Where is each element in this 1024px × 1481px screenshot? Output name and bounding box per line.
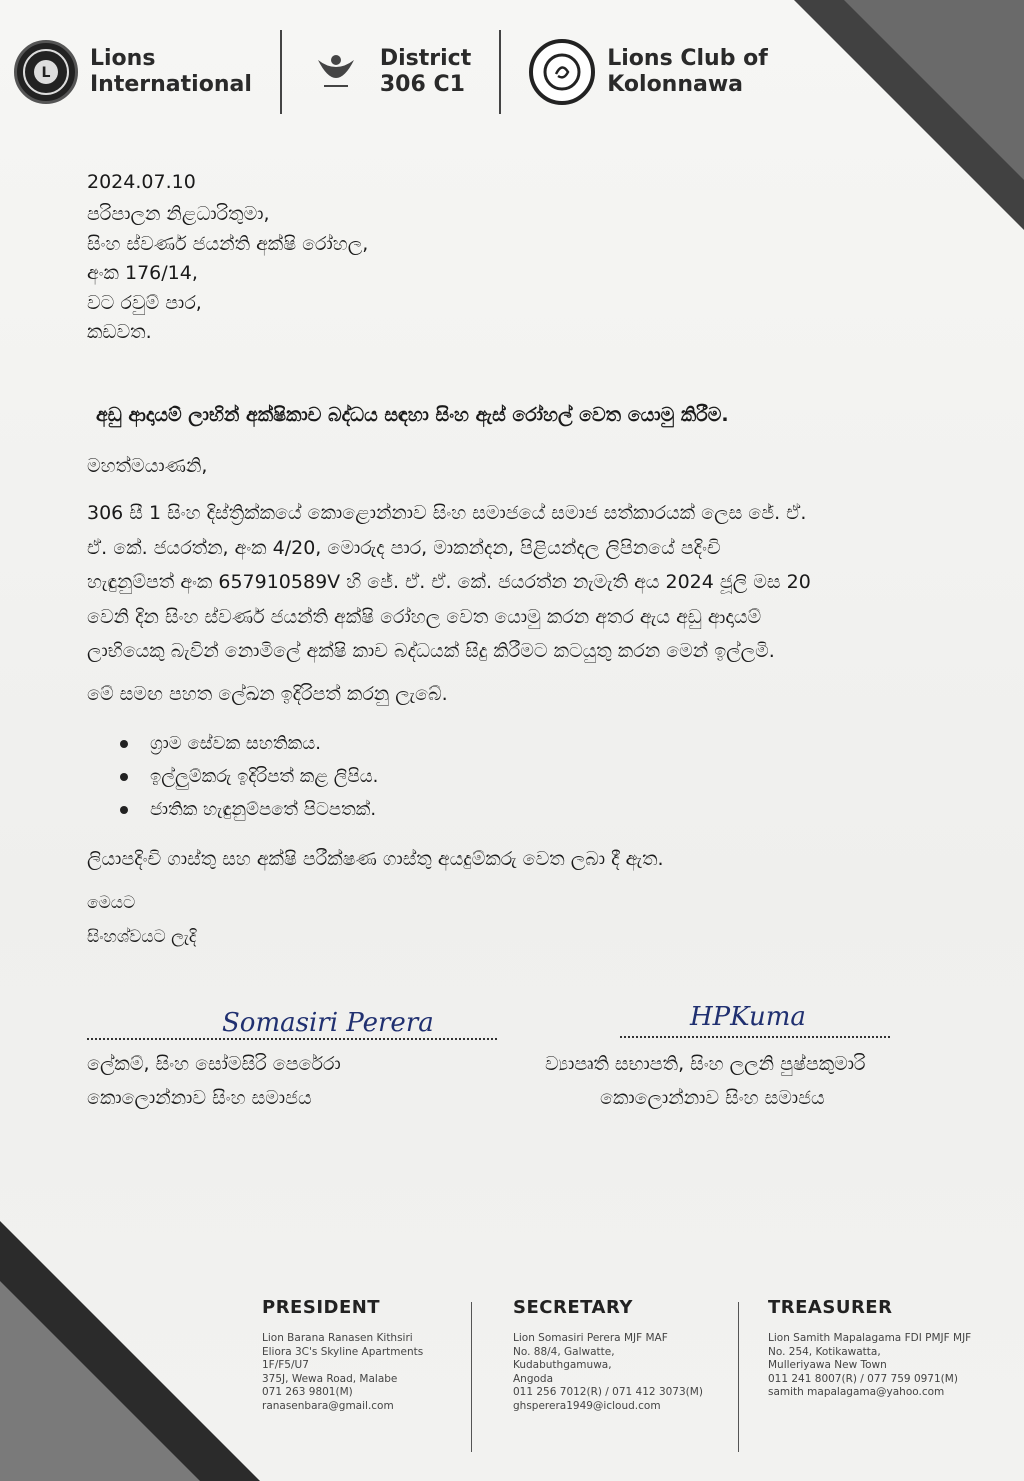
footer-divider bbox=[471, 1302, 472, 1452]
corner-decoration-top-right-inner bbox=[844, 0, 1024, 180]
list-item-text: ජාතික හැඳුනුම්පතේ පිටපතක්. bbox=[150, 799, 377, 820]
footer-line: Mulleriyawa New Town bbox=[768, 1359, 887, 1371]
lions-international-text: Lions International bbox=[90, 46, 252, 97]
body-line: ලාභියෙකු බැවින් නොමිලේ අක්ෂි කාච බද්ධයක් සිදු කිරීමට කටයුතු කරන මෙන් ඉල්ලමි. bbox=[87, 640, 775, 662]
list-item-text: ග්‍රාම සේවක සහතිකය. bbox=[150, 733, 321, 754]
enclosure-list bbox=[120, 727, 378, 826]
address-line: අංක 176/14, bbox=[87, 262, 198, 284]
enclosure-intro: මේ සමඟ පහත ලේඛන ඉදිරිපත් කරනු ලැබේ. bbox=[87, 683, 448, 705]
address-line: පරිපාලන නිළධාරිතුමා, bbox=[87, 203, 270, 225]
footer-line: Angoda bbox=[513, 1372, 554, 1385]
bullet-icon bbox=[120, 806, 128, 814]
signatory-club: කොලොන්නාව සිංහ සමාජය bbox=[87, 1087, 312, 1109]
club-logo-icon bbox=[529, 39, 595, 105]
footer-line: Eliora 3C's Skyline Apartments bbox=[262, 1345, 424, 1358]
list-item bbox=[120, 727, 378, 760]
closing-line: මෙයට bbox=[87, 893, 136, 913]
list-item bbox=[120, 760, 378, 793]
letterhead bbox=[14, 22, 768, 122]
club-block bbox=[529, 39, 768, 105]
right-signatory bbox=[545, 1048, 866, 1114]
letter-body bbox=[87, 496, 947, 669]
letter-subject: අඩු ආදායම් ලාභින් අක්ෂිකාච බද්ධය සඳහා සිංහ ඇස් රෝහල් වෙත යොමු කිරීම. bbox=[96, 404, 729, 426]
club-text: Lions Club of Kolonnawa bbox=[607, 46, 768, 97]
body-line: හැඳුනුම්පත් අංක 657910589V හි ජේ. ඒ. ඒ. කේ. ජයරත්න නැමැති අය 2024 ජූලි මස 20 bbox=[87, 571, 811, 593]
list-item-text: ඉල්ලුම්කරු ඉදිරිපත් කළ ලිපිය. bbox=[150, 766, 379, 787]
address-line: වට රවුම් පාර, bbox=[87, 291, 202, 314]
signatory-club: කොලොන්නාව සිංහ සමාජය bbox=[600, 1087, 825, 1109]
footer-line: 011 241 8007(R) / 077 759 0971(M) bbox=[768, 1372, 958, 1385]
body-line: වෙනි දින සිංහ ස්වණර් ජයන්ති අක්ෂි රෝහල වෙත යොමු කරන අතර ඇය අඩු ආදායම් bbox=[87, 605, 762, 628]
body-line: ඒ. කේ. ජයරත්න, අංක 4/20, මොරුද පාර, මාකන්දන, පිළියන්දල ලිපිනයේ පදිංචි bbox=[87, 536, 721, 559]
address-line: සිංහ ස්වර්ණ ජයන්ති අක්ෂි රෝහල, bbox=[87, 232, 369, 255]
svg-text:L: L bbox=[41, 65, 51, 81]
footer-line: ghsperera1949@icloud.com bbox=[513, 1399, 661, 1412]
footer-line: Kudabuthgamuwa, bbox=[513, 1359, 612, 1371]
footer-heading: PRESIDENT bbox=[262, 1297, 381, 1318]
footer-line: 011 256 7012(R) / 071 412 3073(M) bbox=[513, 1386, 703, 1398]
footer-line: 071 263 9801(M) bbox=[262, 1386, 353, 1398]
list-item bbox=[120, 793, 378, 826]
footer-line: Lion Barana Ranasen Kithsiri bbox=[262, 1332, 413, 1344]
closing-line: සිංහශ්වයට ලැදි bbox=[87, 927, 197, 947]
signatory-title: ලේකම්, සිංහ සෝමසිරි පෙරේරා bbox=[87, 1053, 341, 1075]
footer-heading: SECRETARY bbox=[513, 1297, 633, 1318]
left-signature: Somasiri Perera bbox=[222, 1008, 434, 1038]
footer-secretary bbox=[513, 1297, 703, 1413]
footer-line: Lion Samith Mapalagama FDI PMJF MJF bbox=[768, 1332, 972, 1344]
left-signature-line bbox=[87, 1038, 497, 1040]
corner-decoration-bottom-left-inner bbox=[0, 1281, 200, 1481]
footer-line: samith mapalagama@yahoo.com bbox=[768, 1386, 945, 1398]
left-signatory bbox=[87, 1048, 341, 1114]
lions-international-logo-icon bbox=[14, 40, 78, 104]
district-emblem-icon bbox=[310, 46, 362, 98]
footer-line: 375J, Wewa Road, Malabe bbox=[262, 1372, 398, 1385]
footer-line: No. 88/4, Galwatte, bbox=[513, 1345, 615, 1358]
lions-international-block bbox=[14, 40, 252, 104]
fees-note: ලියාපදිංචි ගාස්තු සහ අක්ෂි පරීක්ෂණ ගාස්තු අයදුම්කරු වෙත ලබා දී ඇත. bbox=[87, 848, 664, 870]
footer-line: Lion Somasiri Perera MJF MAF bbox=[513, 1332, 668, 1344]
footer-divider bbox=[738, 1302, 739, 1452]
district-block bbox=[310, 46, 471, 98]
recipient-address bbox=[87, 200, 368, 348]
right-signature: HPKuma bbox=[690, 1002, 806, 1032]
footer-line: ranasenbara@gmail.com bbox=[262, 1399, 394, 1412]
header-divider bbox=[499, 30, 501, 114]
salutation: මහත්මයාණනි, bbox=[87, 455, 208, 477]
footer-treasurer bbox=[768, 1297, 971, 1400]
letter-date: 2024.07.10 bbox=[87, 171, 196, 193]
bullet-icon bbox=[120, 740, 128, 748]
bullet-icon bbox=[120, 773, 128, 781]
footer-heading: TREASURER bbox=[768, 1297, 893, 1318]
district-text: District 306 C1 bbox=[379, 46, 472, 97]
address-line: කඩවත. bbox=[87, 321, 152, 343]
right-signature-line bbox=[620, 1036, 890, 1038]
body-line: 306 සී 1 සිංහ දිස්ත්‍රික්කයේ කොළොන්නාව සිංහ සමාජයේ සමාජ සත්කාරයක් ලෙස ජේ. ඒ. bbox=[87, 502, 807, 524]
footer-president bbox=[262, 1297, 423, 1413]
signatory-title: ව්‍යාපෘති සභාපති, සිංහ ලලනි පුෂ්පකුමාරි bbox=[545, 1053, 866, 1075]
header-divider bbox=[280, 30, 282, 114]
footer-line: No. 254, Kotikawatta, bbox=[768, 1345, 881, 1358]
footer-line: 1F/F5/U7 bbox=[262, 1359, 309, 1371]
